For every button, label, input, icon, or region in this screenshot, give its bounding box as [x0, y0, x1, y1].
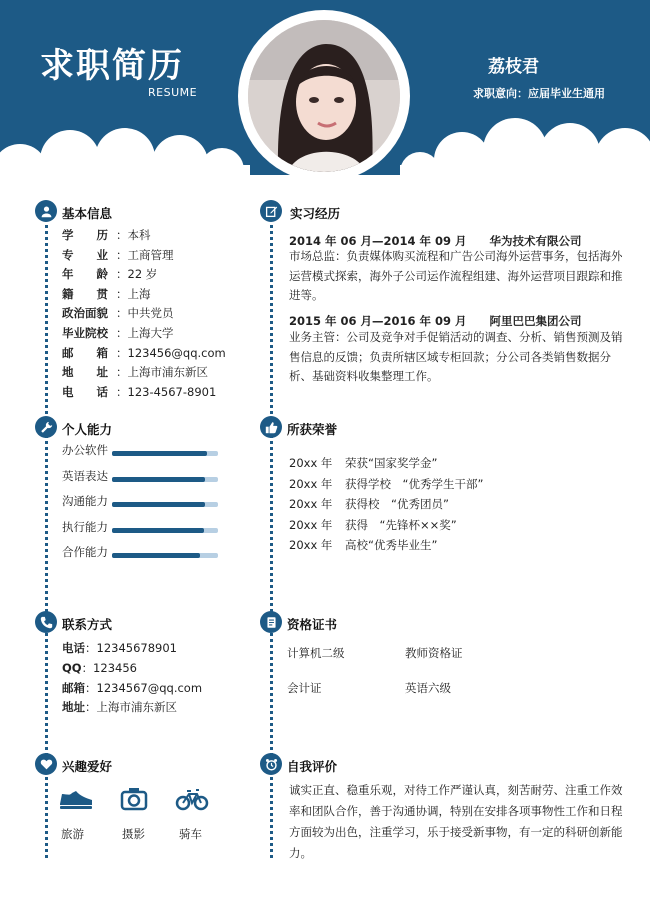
contact-title: 联系方式: [62, 617, 113, 632]
basic-info-row: [62, 285, 151, 304]
honor-text: 高校“优秀毕业生”: [345, 538, 438, 552]
contact-row: [62, 638, 177, 658]
honor-row: [289, 455, 437, 471]
experience-description-1: 市场总监：负责媒体购买流程和广告公司海外运营事务，包括海外运营模式探索，海外子公司运作流程组建、海外运营项目跟踪和推进等。: [289, 249, 623, 302]
basic-info-row: [62, 363, 208, 382]
experience-heading-2: 2015 年 06 月—2016 年 09 月 阿里巴巴集团公司: [289, 314, 582, 328]
basic-info-label: 学 历: [62, 228, 108, 242]
self-eval-title: 自我评价: [287, 759, 338, 774]
basic-info-label: 政治面貌: [62, 306, 108, 321]
contact-label: 地址: [62, 700, 85, 715]
basic-info-label: 专 业: [62, 247, 108, 262]
alarm-clock-icon: [260, 753, 282, 775]
contact-label: 邮箱: [62, 680, 85, 695]
basic-info-row: [62, 324, 174, 343]
honor-row: [289, 476, 483, 492]
honor-text: 获得学校 “优秀学生干部”: [345, 476, 484, 491]
certificate-item: 英语六级: [405, 681, 451, 695]
honor-row: [289, 537, 437, 553]
basic-info-value: ：工商管理: [116, 247, 174, 262]
skills-title: 个人能力: [62, 422, 113, 437]
basic-info-label: 毕业院校: [62, 326, 108, 340]
basic-info-value: ：上海大学: [116, 326, 174, 340]
experience-heading-1: 2014 年 06 月—2014 年 09 月 华为技术有限公司: [289, 234, 582, 248]
basic-info-value: ：123-4567-8901: [116, 384, 217, 399]
basic-info-row: [62, 246, 174, 265]
basic-info-label: 年 龄: [62, 267, 108, 282]
basic-info-value: ：本科: [116, 228, 151, 242]
skill-bar-fill: [112, 502, 205, 507]
contact-row: [62, 658, 137, 678]
certificate-item: 教师资格证: [405, 646, 463, 660]
honor-year: 20xx 年: [289, 497, 333, 511]
skill-label: 合作能力: [62, 545, 108, 559]
honor-year: 20xx 年: [289, 538, 333, 552]
certificates-title: 资格证书: [287, 617, 338, 632]
contact-label: 电话: [62, 641, 85, 655]
applicant-name: 荔枝君: [488, 57, 539, 77]
honor-row: [289, 496, 449, 512]
basic-info-label: 籍 贯: [62, 286, 108, 301]
honor-text: 荣获“国家奖学金”: [345, 456, 438, 470]
basic-info-row: [62, 226, 151, 245]
skill-bar-fill: [112, 477, 205, 482]
self-eval-text: 诚实正直、稳重乐观，对待工作严谨认真，刻苦耐劳、注重工作效率和团队合作，善于沟通协调，特别在安排各项事物性工作和日程方面较为出色，注重学习，乐于接受新事物，有一定的科研创新能力。: [289, 783, 623, 860]
experience-title: 实习经历: [290, 206, 341, 221]
basic-info-row: [62, 344, 226, 363]
profile-photo: [248, 20, 400, 172]
basic-info-value: ：上海: [116, 286, 151, 301]
basic-info-title: 基本信息: [62, 206, 113, 221]
hobby-label-photography: 摄影: [122, 827, 145, 841]
heart-icon: [35, 753, 57, 775]
thumbs-up-icon: [260, 416, 282, 438]
contact-row: [62, 678, 202, 698]
basic-info-value: ：22 岁: [116, 267, 158, 282]
honor-year: 20xx 年: [289, 517, 333, 532]
hobby-label-cycling: 骑车: [179, 827, 202, 841]
resume-subtitle: RESUME: [148, 86, 198, 99]
experience-description-2: 业务主管：公司及竞争对手促销活动的调查、分析、销售预测及销售信息的反馈；负责所辖区域专柜回款；分公司各类销售数据分析、基础资料收集整理工作。: [289, 330, 623, 383]
camera-icon: [120, 786, 148, 812]
basic-info-label: 地 址: [62, 365, 108, 380]
sneaker-icon: [58, 786, 94, 812]
resume-title: 求职简历: [40, 46, 184, 86]
contact-row: [62, 697, 177, 717]
basic-info-value: ：123456@qq.com: [116, 345, 226, 360]
job-intent: 求职意向：应届毕业生通用: [473, 87, 605, 100]
user-icon: [35, 200, 57, 222]
basic-info-row: [62, 383, 216, 402]
honor-text: 获得 “先锋杯××奖”: [345, 517, 457, 532]
honor-year: 20xx 年: [289, 476, 333, 491]
contact-label: QQ: [62, 660, 82, 675]
honor-year: 20xx 年: [289, 456, 333, 470]
skill-label: 办公软件: [62, 443, 108, 457]
basic-info-value: ：中共党员: [116, 306, 174, 321]
basic-info-value: ：上海市浦东新区: [116, 365, 208, 380]
certificate-icon: [260, 611, 282, 633]
skill-label: 沟通能力: [62, 494, 108, 508]
contact-value: ：1234567@qq.com: [85, 680, 203, 695]
wrench-icon: [35, 416, 57, 438]
hobbies-title: 兴趣爱好: [62, 759, 113, 774]
contact-value: ：上海市浦东新区: [85, 700, 177, 715]
bicycle-icon: [175, 786, 209, 812]
certificate-item: 计算机二级: [287, 646, 345, 660]
honor-row: [289, 517, 457, 533]
certificate-item: 会计证: [287, 681, 322, 695]
phone-icon: [35, 611, 57, 633]
skill-bar-fill: [112, 451, 207, 456]
skill-label: 英语表达: [62, 468, 108, 483]
contact-value: ：123456: [81, 660, 137, 675]
contact-value: ：12345678901: [85, 641, 177, 655]
edit-icon: [260, 200, 282, 222]
skill-bar-fill: [112, 528, 204, 533]
hobby-label-travel: 旅游: [61, 827, 84, 841]
basic-info-row: [62, 304, 174, 323]
skill-label: 执行能力: [62, 519, 108, 534]
basic-info-row: [62, 265, 157, 284]
skill-bar-fill: [112, 553, 200, 558]
basic-info-label: 邮 箱: [62, 345, 108, 360]
honors-title: 所获荣誉: [287, 422, 338, 437]
honor-text: 获得校 “优秀团员”: [345, 497, 449, 511]
basic-info-label: 电 话: [62, 384, 108, 399]
